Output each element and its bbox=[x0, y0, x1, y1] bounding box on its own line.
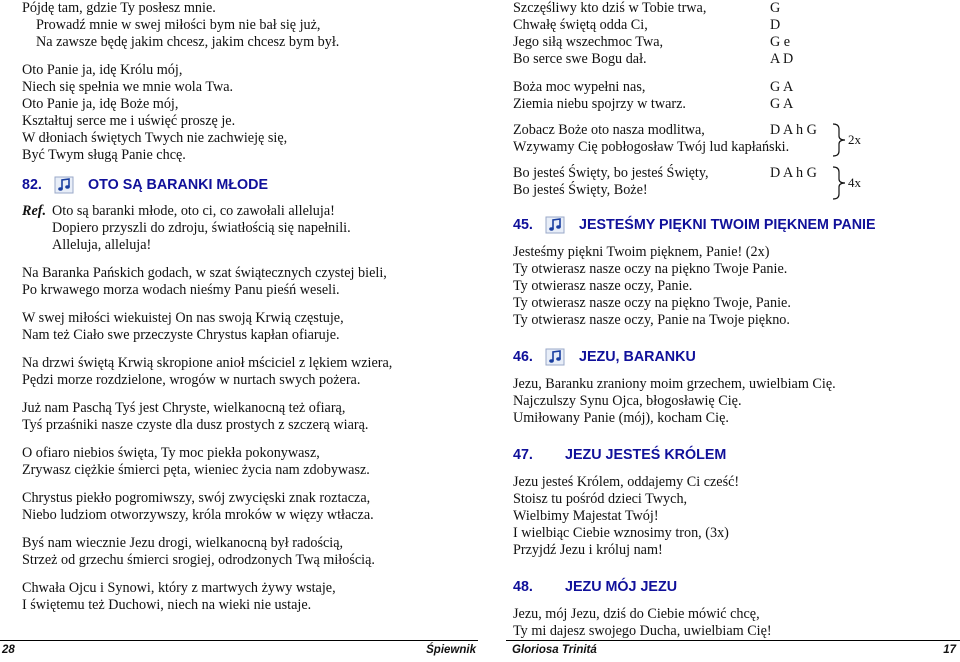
song-48-heading bbox=[513, 577, 953, 597]
footer-left bbox=[0, 640, 478, 662]
chord: A D bbox=[770, 51, 794, 67]
repeat-count: 2x bbox=[848, 132, 861, 147]
lyric-line: Ty otwierasz nasze oczy, Panie. bbox=[513, 278, 693, 294]
chord: G bbox=[770, 0, 781, 16]
lyric-line: Na drzwi świętą Krwią skropione anioł mściciel z lękiem wziera, bbox=[22, 355, 393, 371]
stanza bbox=[22, 535, 462, 569]
lyric-line: Ziemia niebu spojrzy w twarz. bbox=[513, 96, 686, 112]
lyric-line: Ty mi dajesz swojego Ducha, uwielbiam Cię! bbox=[513, 623, 772, 639]
lyric-line: Już nam Paschą Tyś jest Chryste, wielkanocną też ofiarą, bbox=[22, 400, 346, 416]
chord-stanza bbox=[513, 0, 953, 68]
lyric-line: Na zawsze będę jakim chcesz, jakim chcesz bym był. bbox=[36, 34, 340, 50]
lyric-line: Kształtuj serce me i uświęć proszę je. bbox=[22, 113, 236, 129]
lyric-line: Boża moc wypełni nas, bbox=[513, 79, 646, 95]
lyric-line: Bo jesteś Święty, Boże! bbox=[513, 182, 648, 198]
stanza bbox=[513, 606, 953, 640]
song-47-heading bbox=[513, 445, 953, 465]
stanza bbox=[22, 265, 462, 299]
lyric-line: W swej miłości wiekuistej On nas swoją Krwią częstuje, bbox=[22, 310, 344, 326]
book-title: Śpiewnik bbox=[426, 644, 476, 656]
lyric-line: Wielbimy Majestat Twój! bbox=[513, 508, 659, 524]
song-title: JEZU JESTEŚ KRÓLEM bbox=[565, 447, 727, 463]
lyric-line: Jego siłą wszechmoc Twa, bbox=[513, 34, 664, 50]
refrain bbox=[22, 203, 462, 254]
lyric-line: Stoisz tu pośród dzieci Twych, bbox=[513, 491, 688, 507]
lyric-line: Pędzi morze rozdzielone, wrogów w nurtach swych pożera. bbox=[22, 372, 361, 388]
page-number: 28 bbox=[2, 644, 15, 656]
song-title: JESTEŚMY PIĘKNI TWOIM PIĘKNEM PANIE bbox=[579, 217, 876, 233]
chord: G e bbox=[770, 34, 791, 50]
lyric-line: Oto Panie ja, idę Boże mój, bbox=[22, 96, 179, 112]
lyric-line: O ofiaro niebios święta, Ty moc piekła pokonywasz, bbox=[22, 445, 320, 461]
chord: G A bbox=[770, 79, 794, 95]
music-note-icon bbox=[54, 176, 74, 194]
chord: D A h G bbox=[770, 122, 817, 138]
repeat-count: 4x bbox=[848, 175, 861, 190]
chord-stanza bbox=[513, 165, 953, 199]
lyric-line: Alleluja, alleluja! bbox=[52, 237, 152, 253]
chord-stanza bbox=[513, 79, 953, 113]
music-note-icon bbox=[545, 348, 565, 366]
song-46-heading bbox=[513, 347, 953, 367]
lyric-line: Byś nam wiecznie Jezu drogi, wielkanocną był radością, bbox=[22, 535, 344, 551]
lyric-line: Ty otwierasz nasze oczy, Panie na Twoje piękno. bbox=[513, 312, 790, 328]
lyric-line: Przyjdź Jezu i króluj nam! bbox=[513, 542, 663, 558]
refrain-label: Ref. bbox=[22, 203, 47, 219]
song-number: 46. bbox=[513, 349, 533, 365]
stanza bbox=[22, 355, 462, 389]
stanza bbox=[22, 445, 462, 479]
lyric-line: I wielbiąc Ciebie wznosimy tron, (3x) bbox=[513, 525, 729, 541]
lyric-line: Ty otwierasz nasze oczy na piękno Twoje, Panie. bbox=[513, 295, 791, 311]
lyric-line: Strzeż od grzechu śmierci srogiej, odrodzonych Twą miłością. bbox=[22, 552, 375, 568]
lyric-line: I świętemu też Duchowi, niech na wieki nie ustaje. bbox=[22, 597, 312, 613]
lyric-line: Niech się spełnia we mnie wola Twa. bbox=[22, 79, 234, 95]
lyric-line: Umiłowany Panie (mój), kocham Cię. bbox=[513, 410, 729, 426]
intro-stanza bbox=[22, 0, 462, 51]
chord: D A h G bbox=[770, 165, 817, 181]
lyric-line: Bo jesteś Święty, bo jesteś Święty, bbox=[513, 165, 709, 181]
lyric-line: Jezu jesteś Królem, oddajemy Ci cześć! bbox=[513, 474, 740, 490]
lyric-line: Niebo ludziom otworzywszy, króla mroków w więzy wtłacza. bbox=[22, 507, 374, 523]
song-number: 47. bbox=[513, 447, 533, 463]
lyric-line: Pójdę tam, gdzie Ty posłesz mnie. bbox=[22, 0, 216, 16]
lyric-line: Chwała Ojcu i Synowi, który z martwych żywy wstaje, bbox=[22, 580, 336, 596]
lyric-line: Jezu, Baranku zraniony moim grzechem, uwielbiam Cię. bbox=[513, 376, 836, 392]
lyric-line: Na Baranka Pańskich godach, w szat świątecznych czystej bieli, bbox=[22, 265, 387, 281]
lyric-line: Chwałę świętą odda Ci, bbox=[513, 17, 648, 33]
stanza bbox=[22, 490, 462, 524]
song-45-heading bbox=[513, 215, 953, 235]
song-number: 45. bbox=[513, 217, 533, 233]
lyric-line: Bo serce swe Bogu dał. bbox=[513, 51, 647, 67]
lyric-line: Zrywasz ciężkie śmierci pęta, wieniec życia nam zdobywasz. bbox=[22, 462, 370, 478]
lyric-line: Nam też Ciało swe przeczyste Chrystus kapłan ofiaruje. bbox=[22, 327, 340, 343]
lyric-line: Szczęśliwy kto dziś w Tobie trwa, bbox=[513, 0, 707, 16]
chord: G A bbox=[770, 96, 794, 112]
lyric-line: Najczulszy Synu Ojca, błogosławię Cię. bbox=[513, 393, 742, 409]
lyric-line: Wzywamy Cię pobłogosław Twój lud kapłański. bbox=[513, 139, 790, 155]
song-number: 48. bbox=[513, 579, 533, 595]
lyric-line: Zobacz Boże oto nasza modlitwa, bbox=[513, 122, 705, 138]
stanza bbox=[22, 400, 462, 434]
song-title: JEZU, BARANKU bbox=[579, 349, 696, 365]
lyric-line: Tyś przaśniki nasze czyste dla dusz prostych z szczerą wiarą. bbox=[22, 417, 369, 433]
lyric-line: Ty otwierasz nasze oczy na piękno Twoje Panie. bbox=[513, 261, 788, 277]
stanza bbox=[22, 580, 462, 614]
lyric-line: Jezu, mój Jezu, dziś do Ciebie mówić chcę, bbox=[513, 606, 760, 622]
chord-stanza bbox=[513, 122, 953, 156]
footer-right bbox=[506, 640, 960, 662]
lyric-line: Prowadź mnie w swej miłości bym nie bał się już, bbox=[36, 17, 321, 33]
song-title: JEZU MÓJ JEZU bbox=[565, 579, 678, 595]
stanza bbox=[513, 244, 953, 329]
page-number: 17 bbox=[943, 644, 956, 656]
lyric-line: Po krwawego morza wodach nieśmy Panu pieśń weseli. bbox=[22, 282, 340, 298]
stanza bbox=[513, 376, 953, 427]
stanza bbox=[22, 310, 462, 344]
lyric-line: Być Twym sługą Panie chcę. bbox=[22, 147, 186, 163]
lyric-line: W dłoniach świętych Twych nie zachwieję się, bbox=[22, 130, 288, 146]
lyric-line: Oto Panie ja, idę Królu mój, bbox=[22, 62, 183, 78]
stanza bbox=[513, 474, 953, 559]
brace-icon bbox=[831, 123, 847, 157]
music-note-icon bbox=[545, 216, 565, 234]
left-column bbox=[22, 0, 462, 625]
stanza bbox=[22, 62, 462, 164]
song-title: OTO SĄ BARANKI MŁODE bbox=[88, 177, 269, 193]
brace-icon bbox=[831, 166, 847, 200]
song-82-heading bbox=[22, 175, 462, 195]
lyric-line: Jesteśmy piękni Twoim pięknem, Panie! (2x) bbox=[513, 244, 770, 260]
lyric-line: Dopiero przyszli do zdroju, światłością się napełnili. bbox=[52, 220, 351, 236]
song-number: 82. bbox=[22, 177, 42, 193]
lyric-line: Chrystus piekło pogromiwszy, swój zwycięski znak roztacza, bbox=[22, 490, 371, 506]
book-title: Gloriosa Trinitá bbox=[512, 644, 597, 656]
right-column bbox=[513, 0, 953, 651]
lyric-line: Oto są baranki młode, oto ci, co zawołali alleluja! bbox=[52, 203, 335, 219]
chord: D bbox=[770, 17, 781, 33]
